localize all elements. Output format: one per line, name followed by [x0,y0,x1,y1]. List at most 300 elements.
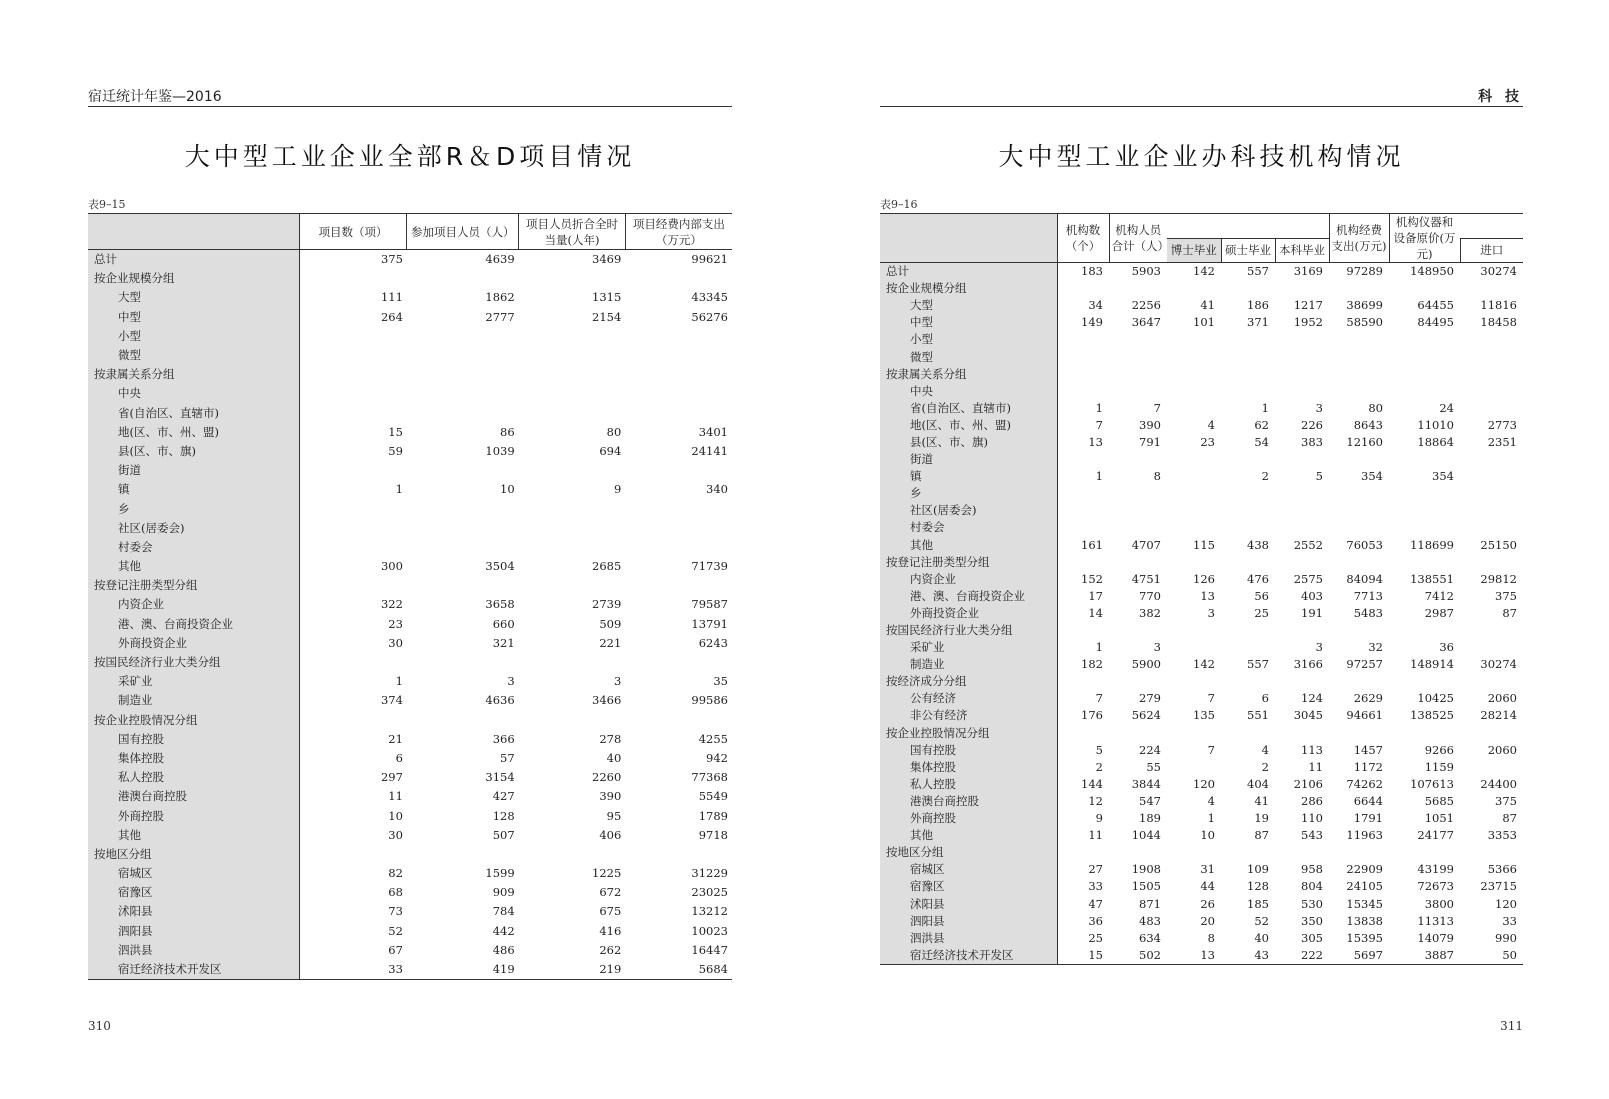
table-row [880,895,1523,912]
table-row [880,571,1523,588]
table-row [88,768,732,787]
table-row [88,327,732,346]
cell-value: 82 [388,866,403,881]
row-label: 国有控股 [88,730,299,749]
cell-value [625,404,732,423]
cell-value: 36 [1439,640,1454,655]
row-label: 外商控股 [880,810,1057,827]
cell-value [1389,331,1460,348]
cell-value: 1599 [485,866,515,881]
cell-value: 52 [388,923,403,938]
cell-value [1057,622,1109,639]
cell-value [299,365,407,384]
cell-value [1221,673,1275,690]
cell-value: 1789 [698,808,728,823]
cell-value [1057,331,1109,348]
cell-value [1329,725,1389,742]
cell-value [1460,400,1523,417]
cell-value [625,499,732,518]
table-row [88,711,732,730]
group-label: 按地区分组 [88,845,299,864]
cell-value [1167,348,1221,365]
cell-value: 5 [1315,469,1323,484]
header-spacer-2 [1221,214,1275,239]
row-label: 中央 [88,384,299,403]
cell-value [1329,280,1389,297]
table-row [88,806,732,825]
cell-value: 152 [1081,571,1103,586]
table-row [880,519,1523,536]
cell-value: 12160 [1346,434,1383,449]
table-row [88,634,732,653]
cell-value [1389,554,1460,571]
cell-value [1329,673,1389,690]
cell-value: 41 [1200,298,1215,313]
cell-value: 5483 [1353,605,1383,620]
row-label: 外商投资企业 [88,634,299,653]
table-row [880,759,1523,776]
row-label: 港、澳、台商投资企业 [880,588,1057,605]
cell-value: 427 [492,789,515,804]
page-number: 311 [1500,1019,1523,1033]
cell-value: 33 [299,960,407,980]
cell-value: 33 [1502,913,1517,928]
cell-value: 13 [1088,434,1103,449]
cell-value [1167,383,1221,400]
cell-value [299,519,407,538]
cell-value: 1 [1095,400,1103,415]
table-row [880,776,1523,793]
cell-value: 76053 [1346,537,1383,552]
cell-value: 31229 [691,866,728,881]
cell-value [519,499,626,518]
row-label: 小型 [880,331,1057,348]
header-spacer-3 [1275,214,1329,239]
cell-value: 43 [1221,947,1275,965]
cell-value: 186 [1247,298,1269,313]
cell-value: 2106 [1293,776,1323,791]
cell-value: 2739 [592,597,622,612]
cell-value: 4751 [1131,571,1161,586]
cell-value [519,519,626,538]
header-equipment: 机构仪器和设备原价(万元) [1389,214,1460,263]
cell-value [299,384,407,403]
cell-value [519,538,626,557]
cell-value: 2629 [1353,691,1383,706]
cell-value [299,461,407,480]
cell-value: 107613 [1410,776,1454,791]
cell-value: 990 [1495,930,1517,945]
cell-value: 30274 [1480,264,1517,279]
cell-value: 4636 [485,693,515,708]
table-row [88,615,732,634]
cell-value [519,845,626,864]
cell-value [1057,280,1109,297]
cell-value: 7 [1095,417,1103,432]
cell-value: 2256 [1131,298,1161,313]
cell-value [1057,485,1109,502]
cell-value: 3166 [1293,657,1323,672]
table-row [88,653,732,672]
cell-value [625,346,732,365]
table-row [880,861,1523,878]
cell-value: 99621 [691,252,728,267]
cell-value [1460,844,1523,861]
cell-value: 128 [1247,879,1269,894]
cell-value [299,499,407,518]
cell-value [299,404,407,423]
cell-value: 113 [1301,742,1323,757]
cell-value [625,365,732,384]
cell-value: 383 [1301,434,1323,449]
table-row [88,538,732,557]
cell-value: 286 [1301,793,1323,808]
cell-value: 530 [1301,896,1323,911]
cell-value [407,576,519,595]
row-label: 私人控股 [880,776,1057,793]
cell-value [625,269,732,288]
cell-value [1460,519,1523,536]
cell-value: 71739 [691,559,728,574]
table-row [880,417,1523,434]
header-participants: 参加项目人员（人） [407,214,519,250]
cell-value [1221,331,1275,348]
cell-value: 25 [1088,930,1103,945]
cell-value: 87 [1502,811,1517,826]
table-row [88,480,732,499]
cell-value: 262 [599,942,622,957]
table-row [88,269,732,288]
cell-value: 115 [1193,537,1215,552]
cell-value: 62 [1254,417,1269,432]
header-expenditure: 项目经费内部支出（万元） [625,214,732,250]
table-row [88,288,732,307]
header-inst-count: 机构数（个） [1057,214,1109,263]
cell-value: 3469 [592,252,622,267]
table-header-row-1 [880,214,1523,239]
cell-value [519,461,626,480]
table-row [88,346,732,365]
cell-value: 354 [1361,469,1383,484]
cell-value: 4 [1207,417,1215,432]
cell-value [1389,502,1460,519]
table-row [880,348,1523,365]
cell-value [519,365,626,384]
cell-value: 222 [1275,947,1329,965]
sci-tech-institutions-table [880,213,1523,965]
cell-value: 2575 [1293,571,1323,586]
row-label: 采矿业 [88,672,299,691]
table-row [880,656,1523,673]
cell-value: 382 [1139,605,1161,620]
cell-value: 176 [1081,708,1103,723]
cell-value: 77368 [691,770,728,785]
cell-value [1460,280,1523,297]
cell-value: 126 [1193,571,1215,586]
cell-value: 375 [1495,588,1517,603]
cell-value: 97257 [1346,657,1383,672]
cell-value: 118699 [1410,537,1454,552]
row-label: 宿迁经济技术开发区 [880,947,1057,965]
cell-value [1329,451,1389,468]
cell-value [1275,383,1329,400]
cell-value: 183 [1081,264,1103,279]
cell-value: 1 [1261,400,1269,415]
cell-value [1329,502,1389,519]
cell-value: 366 [492,731,515,746]
row-label: 县(区、市、旗) [88,442,299,461]
cell-value [1389,366,1460,383]
cell-value: 221 [599,635,622,650]
cell-value [1460,383,1523,400]
cell-value [1460,348,1523,365]
cell-value: 3 [1153,640,1161,655]
cell-value [1167,554,1221,571]
cell-value: 2 [1095,759,1103,774]
cell-value: 557 [1247,657,1269,672]
header-staff-total: 机构人员合计（人） [1109,214,1167,263]
cell-value: 14 [1088,605,1103,620]
cell-value [407,269,519,288]
cell-value: 58590 [1346,315,1383,330]
cell-value: 486 [492,942,515,957]
cell-value: 1 [395,482,403,497]
cell-value: 5900 [1131,657,1161,672]
cell-value [1275,844,1329,861]
table-row [88,250,732,270]
cell-value: 13791 [691,616,728,631]
cell-value: 1217 [1293,298,1323,313]
cell-value [625,327,732,346]
cell-value: 1 [395,674,403,689]
cell-value [1275,348,1329,365]
cell-value: 67 [388,942,403,957]
cell-value [519,346,626,365]
rd-projects-table [88,213,732,980]
cell-value: 52 [1254,913,1269,928]
cell-value: 23 [388,616,403,631]
table-row [880,605,1523,622]
cell-value [1109,844,1167,861]
cell-value: 56276 [691,309,728,324]
cell-value [1057,844,1109,861]
cell-value: 161 [1081,537,1103,552]
cell-value: 224 [1139,742,1161,757]
cell-value [407,519,519,538]
cell-value [1057,348,1109,365]
cell-value: 68 [388,885,403,900]
cell-value [1329,844,1389,861]
row-label: 制造业 [880,656,1057,673]
cell-value: 2260 [592,770,622,785]
cell-value: 80 [1368,400,1383,415]
cell-value [519,653,626,672]
cell-value: 10 [500,482,515,497]
cell-value: 634 [1139,930,1161,945]
table-row [88,960,732,980]
cell-value: 11 [1308,759,1323,774]
cell-value: 21 [388,731,403,746]
cell-value: 1952 [1293,315,1323,330]
cell-value: 3647 [1131,315,1161,330]
cell-value: 41 [1254,793,1269,808]
cell-value: 2 [1261,759,1269,774]
cell-value: 11 [1088,828,1103,843]
cell-value: 74262 [1346,776,1383,791]
table-row [88,595,732,614]
table-row [88,730,732,749]
cell-value: 694 [599,443,622,458]
cell-value [299,653,407,672]
cell-value: 73 [388,904,403,919]
row-label: 社区(居委会) [88,519,299,538]
table-row [88,384,732,403]
cell-value: 8 [1207,930,1215,945]
cell-value: 3 [613,674,622,689]
cell-value [1389,348,1460,365]
table-row [880,690,1523,707]
cell-value: 15 [1057,947,1109,965]
cell-value: 375 [1495,793,1517,808]
yearbook-title: 宿迁统计年鉴—2016 [88,89,222,105]
cell-value [1109,485,1167,502]
cell-value: 56 [1254,588,1269,603]
row-label: 外商控股 [88,806,299,825]
group-label: 按经济成分分组 [880,673,1057,690]
cell-value [1167,468,1221,485]
cell-value [1221,519,1275,536]
table-row [880,878,1523,895]
cell-value: 2 [1261,469,1269,484]
row-label: 泗洪县 [880,930,1057,947]
cell-value [625,711,732,730]
cell-value: 3504 [485,559,515,574]
table-row [880,434,1523,451]
row-label: 公有经济 [880,690,1057,707]
cell-value: 509 [599,616,622,631]
cell-value: 43345 [691,290,728,305]
cell-value: 182 [1081,657,1103,672]
cell-value: 3887 [1389,947,1460,965]
cell-value: 18864 [1417,434,1454,449]
cell-value [1460,725,1523,742]
cell-value: 2552 [1293,537,1323,552]
cell-value [1275,673,1329,690]
cell-value: 142 [1193,657,1215,672]
cell-value [299,576,407,595]
cell-value [1221,554,1275,571]
cell-value [1167,502,1221,519]
cell-value: 3 [1315,400,1323,415]
cell-value: 10 [388,808,403,823]
table-row [880,707,1523,724]
table-row [88,576,732,595]
cell-value: 557 [1247,264,1269,279]
cell-value: 1044 [1131,828,1161,843]
cell-value: 390 [1139,417,1161,432]
row-label: 乡 [88,499,299,518]
cell-value: 99586 [691,693,728,708]
row-label: 港、澳、台商投资企业 [88,615,299,634]
cell-value: 1315 [592,290,622,305]
cell-value: 16447 [691,942,728,957]
cell-value: 72673 [1417,879,1454,894]
table-row [880,485,1523,502]
cell-value: 371 [1247,315,1269,330]
cell-value: 350 [1301,913,1323,928]
cell-value [1275,622,1329,639]
table-row [880,554,1523,571]
cell-value: 354 [1432,469,1454,484]
cell-value: 7412 [1424,588,1454,603]
cell-value: 3154 [485,770,515,785]
cell-value: 11 [388,789,403,804]
cell-value: 87 [1254,828,1269,843]
cell-value: 9266 [1424,742,1454,757]
cell-value: 86 [500,424,515,439]
cell-value: 55 [1146,759,1161,774]
table-row [88,941,732,960]
cell-value: 8643 [1353,417,1383,432]
cell-value: 13 [1167,947,1221,965]
cell-value [625,653,732,672]
row-label: 制造业 [88,691,299,710]
cell-value: 36 [1088,913,1103,928]
group-label: 总计 [880,263,1057,281]
table-row [880,810,1523,827]
row-label: 微型 [880,348,1057,365]
cell-value: 390 [599,789,622,804]
cell-value [299,538,407,557]
cell-value: 11010 [1417,417,1454,432]
cell-value: 13212 [691,904,728,919]
header-label-col [880,214,1057,263]
cell-value: 64455 [1417,298,1454,313]
cell-value: 24 [1439,400,1454,415]
cell-value: 942 [706,750,728,765]
cell-value: 94661 [1346,708,1383,723]
cell-value [1057,502,1109,519]
row-label: 中型 [880,314,1057,331]
cell-value: 25150 [1480,537,1517,552]
table-row [88,404,732,423]
group-label: 按企业控股情况分组 [88,711,299,730]
cell-value [1389,485,1460,502]
cell-value: 149 [1081,315,1103,330]
cell-value: 403 [1301,588,1323,603]
table-row [88,826,732,845]
cell-value: 15 [388,424,403,439]
cell-value: 25 [1254,605,1269,620]
cell-value: 551 [1247,708,1269,723]
table-row [880,468,1523,485]
cell-value [1221,485,1275,502]
cell-value [299,346,407,365]
table-row [88,864,732,883]
cell-value [625,384,732,403]
cell-value: 128 [492,808,515,823]
group-label: 按登记注册类型分组 [880,554,1057,571]
cell-value [1109,366,1167,383]
group-label: 按国民经济行业大类分组 [88,653,299,672]
cell-value: 791 [1139,434,1161,449]
cell-value: 30 [388,827,403,842]
cell-value [1389,844,1460,861]
cell-value: 1225 [592,866,622,881]
cell-value: 138525 [1410,708,1454,723]
header-phd: 博士毕业 [1167,238,1221,263]
cell-value [1167,400,1221,417]
